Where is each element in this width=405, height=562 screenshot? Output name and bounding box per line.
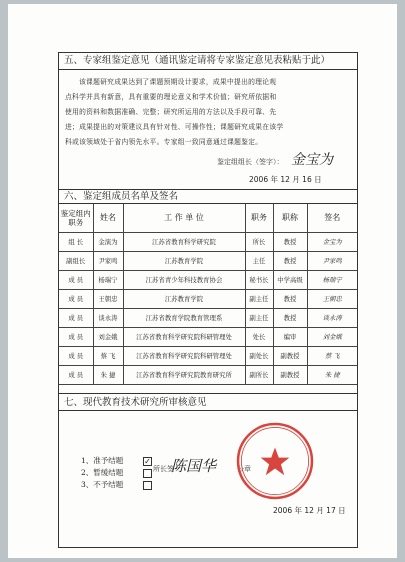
opinion-line: 科或该领域处于省内领先水平。专家组一致同意通过课题鉴定。 xyxy=(65,138,263,146)
member-rank: 教授 xyxy=(273,251,307,270)
member-rank: 教授 xyxy=(273,232,307,251)
member-signature: 王朝忠 xyxy=(307,289,357,308)
header-role: 鉴定组内职务 xyxy=(59,204,93,232)
approve-checkbox[interactable]: ✓ xyxy=(144,456,151,466)
member-rank: 副教授 xyxy=(273,365,307,384)
header-unit: 工 作 单 位 xyxy=(123,204,245,232)
member-position: 处长 xyxy=(245,327,273,346)
section5-title: 五、专家组鉴定意见（通讯鉴定请将专家鉴定意见表粘贴于此） xyxy=(59,53,357,70)
table-row xyxy=(59,232,357,251)
member-name: 金演为 xyxy=(93,232,123,251)
member-rank: 教授 xyxy=(273,289,307,308)
table-row xyxy=(59,308,357,327)
member-name: 蔡 飞 xyxy=(93,346,123,365)
member-signature: 尹家鸣 xyxy=(307,251,357,270)
member-rank: 编审 xyxy=(273,327,307,346)
table-row xyxy=(59,270,357,289)
choice-reject xyxy=(81,479,152,491)
member-name: 朱 捷 xyxy=(93,365,123,384)
member-role: 成 员 xyxy=(59,327,93,346)
member-role: 副组长 xyxy=(59,251,93,270)
member-unit: 江苏省教育学院教育管理系 xyxy=(123,308,245,327)
opinion-line: 进；成果提出的对策建议具有针对性、可操作性；课题研究成果在该学 xyxy=(65,123,284,131)
header-signature: 签名 xyxy=(307,204,357,232)
choice-defer xyxy=(81,467,152,479)
opinion-line: 该课题研究成果达到了课题预期设计要求，成果中提出的理论观 xyxy=(79,78,277,86)
leader-signature-label: 鉴定组组长（签字）： xyxy=(217,158,284,166)
review-date: 2006 年 12 月 17 日 xyxy=(273,506,346,515)
member-unit: 江苏省教育科学研究院科研管理处 xyxy=(123,327,245,346)
choice-label: 1、准予结题 xyxy=(81,456,124,465)
review-choices xyxy=(81,455,152,491)
member-role: 成 员 xyxy=(59,365,93,384)
director-signature: 陈国华 xyxy=(171,457,217,475)
member-name: 杨瑞宁 xyxy=(93,270,123,289)
reject-checkbox[interactable] xyxy=(143,481,152,490)
member-signature: 蔡 飞 xyxy=(307,346,357,365)
table-row xyxy=(59,251,357,270)
header-name: 姓名 xyxy=(93,204,123,232)
choice-label: 2、暂缓结题 xyxy=(81,468,124,477)
opinion-line: 点科学并具有新意，具有重要的理论意义和学术价值；研究所依据和 xyxy=(65,93,277,101)
member-unit: 江苏教育学院 xyxy=(123,289,245,308)
appraisal-date: 2006 年 12 月 16 日 xyxy=(249,175,322,184)
table-row xyxy=(59,346,357,365)
opinion-line: 使用的资料和数据准确、完整；研究所运用的方法以及手段可靠、先 xyxy=(65,108,277,116)
leader-signature: 金宝为 xyxy=(291,152,333,168)
section6-title: 六、鉴定组成员名单及签名 xyxy=(59,190,357,204)
member-signature: 朱 捷 xyxy=(307,365,357,384)
member-unit: 江苏省教育科学研究院教育研究所 xyxy=(123,365,245,384)
member-position: 秘书长 xyxy=(245,270,273,289)
table-row xyxy=(59,327,357,346)
table-row xyxy=(59,365,357,384)
member-unit: 江苏省教育科学研究院 xyxy=(123,232,245,251)
director-signature-label: 所长签 xyxy=(153,465,174,473)
member-rank: 教授 xyxy=(273,308,307,327)
table-row xyxy=(59,289,357,308)
member-unit: 江苏省青少年科技教育协会 xyxy=(123,270,245,289)
member-role: 成 员 xyxy=(59,308,93,327)
member-position: 副主任 xyxy=(245,308,273,327)
member-rank: 中学高级 xyxy=(273,270,307,289)
section7-title: 七、现代教育技术研究所审核意见 xyxy=(59,393,357,411)
member-position: 主任 xyxy=(245,251,273,270)
defer-checkbox[interactable] xyxy=(143,469,152,478)
member-name: 尹家鸣 xyxy=(93,251,123,270)
member-name: 刘金娥 xyxy=(93,327,123,346)
expert-opinion-text xyxy=(65,75,353,150)
members-table xyxy=(59,204,357,385)
member-signature: 刘金娥 xyxy=(307,327,357,346)
member-role: 成 员 xyxy=(59,289,93,308)
member-signature: 金宝为 xyxy=(307,232,357,251)
member-role: 成 员 xyxy=(59,346,93,365)
member-position: 所长 xyxy=(245,232,273,251)
member-position: 副处长 xyxy=(245,346,273,365)
member-role: 组 长 xyxy=(59,232,93,251)
member-role: 成 员 xyxy=(59,270,93,289)
member-rank: 副教授 xyxy=(273,346,307,365)
choice-label: 3、不予结题 xyxy=(81,480,124,489)
member-unit: 江苏省教育科学研究院科研管理处 xyxy=(123,346,245,365)
member-unit: 江苏教育学院 xyxy=(123,251,245,270)
member-position: 副所长 xyxy=(245,365,273,384)
member-name: 谈永涛 xyxy=(93,308,123,327)
table-header-row xyxy=(59,204,357,232)
appraisal-form xyxy=(58,52,358,548)
header-rank: 职称 xyxy=(273,204,307,232)
choice-approve xyxy=(81,455,152,467)
member-name: 王朝忠 xyxy=(93,289,123,308)
header-position: 职务 xyxy=(245,204,273,232)
seal-label: 公章 xyxy=(237,465,251,473)
member-signature: 谈永涛 xyxy=(307,308,357,327)
official-seal-icon xyxy=(233,419,317,503)
member-position: 副主任 xyxy=(245,289,273,308)
member-signature: 杨瑞宁 xyxy=(307,270,357,289)
document-page xyxy=(8,4,397,558)
